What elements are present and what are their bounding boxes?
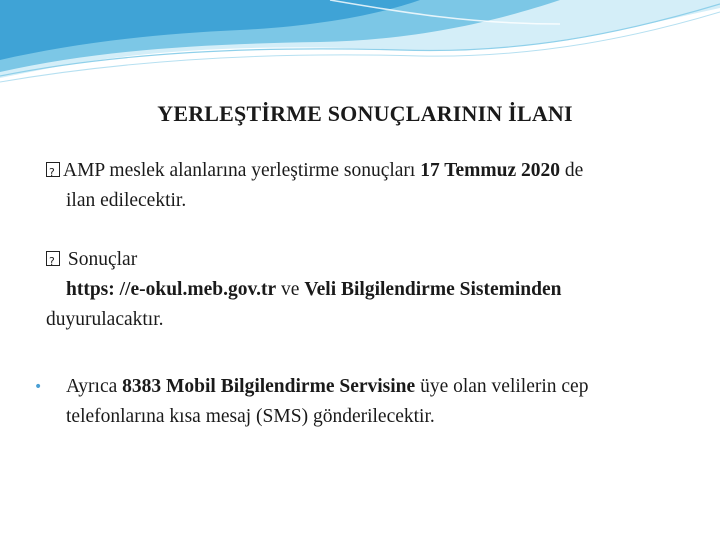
veli-system-name: Veli Bilgilendirme Sisteminden — [304, 279, 562, 300]
page-title: YERLEŞTİRME SONUÇLARININ İLANI — [157, 101, 573, 126]
announcement-paragraph-1 — [46, 156, 686, 216]
paragraph-3-line-2: telefonlarına kısa mesaj (SMS) gönderilecektir. — [66, 406, 435, 427]
bullet-dot-icon: • — [34, 379, 43, 395]
paragraph-3-line-1: • Ayrıca 8383 Mobil Bilgilendirme Servisine üye olan velilerin cep — [46, 372, 686, 402]
paragraph-2-line-1: ? Sonuçlar — [46, 245, 686, 275]
announcement-paragraph-2 — [46, 245, 686, 335]
paragraph-1-line-2: ilan edilecektir. — [66, 190, 187, 211]
wave-header-decoration — [0, 0, 720, 90]
checkbox-bullet-icon — [46, 162, 60, 177]
paragraph-2-line-3: duyurulacaktır. — [46, 309, 164, 330]
checkbox-bullet-icon — [46, 251, 60, 266]
paragraph-1-line-1: ?AMP meslek alanlarına yerleştirme sonuçları 17 Temmuz 2020 de — [46, 156, 686, 186]
date-highlight: 17 Temmuz 2020 — [420, 160, 560, 181]
eokul-link[interactable]: https: //e-okul.meb.gov.tr — [66, 279, 277, 300]
sms-service-name: 8383 Mobil Bilgilendirme Servisine — [122, 376, 416, 397]
announcement-paragraph-3 — [34, 372, 686, 432]
paragraph-2-line-2: https: //e-okul.meb.gov.tr ve Veli Bilgilendirme Sisteminden — [66, 279, 562, 300]
